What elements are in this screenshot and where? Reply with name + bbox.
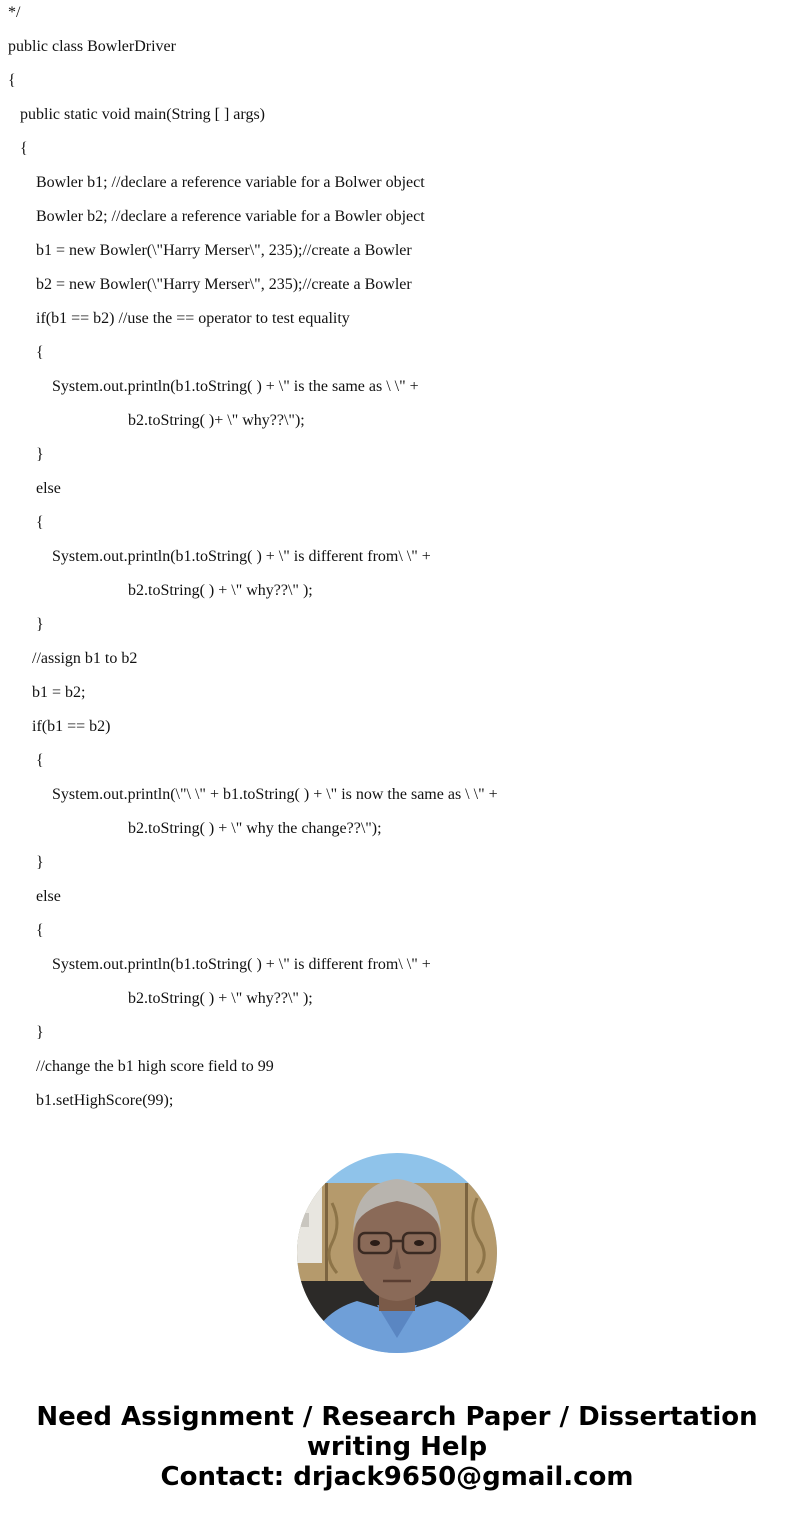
code-line: b1.setHighScore(99); bbox=[36, 1092, 174, 1109]
person-photo-icon bbox=[297, 1153, 497, 1353]
code-line: if(b1 == b2) //use the == operator to test equality bbox=[36, 310, 350, 327]
code-line: else bbox=[36, 888, 61, 905]
code-line: b2.toString( )+ \" why??\"); bbox=[128, 412, 305, 429]
banner-subheadline: writing Help bbox=[306, 1432, 488, 1462]
code-line: else bbox=[36, 480, 61, 497]
banner-headline: Need Assignment / Research Paper / Dissertation bbox=[36, 1402, 758, 1432]
code-line: */ bbox=[8, 4, 21, 21]
code-line: b1 = new Bowler(\"Harry Merser\", 235);//create a Bowler bbox=[36, 242, 412, 259]
code-line: { bbox=[36, 514, 44, 531]
code-line: } bbox=[36, 854, 44, 871]
code-line: b1 = b2; bbox=[32, 684, 86, 701]
code-line: b2.toString( ) + \" why??\" ); bbox=[128, 582, 313, 599]
code-line: } bbox=[36, 616, 44, 633]
code-line: } bbox=[36, 446, 44, 463]
code-line: { bbox=[20, 140, 28, 157]
code-line: //assign b1 to b2 bbox=[32, 650, 138, 667]
code-line: } bbox=[36, 1024, 44, 1041]
code-line: System.out.println(b1.toString( ) + \" is the same as \ \" + bbox=[52, 378, 419, 395]
code-line: System.out.println(b1.toString( ) + \" is different from\ \" + bbox=[52, 956, 431, 973]
code-line: { bbox=[36, 752, 44, 769]
avatar bbox=[297, 1153, 497, 1353]
code-line: { bbox=[8, 72, 16, 89]
banner-contact-email: Contact: drjack9650@gmail.com bbox=[160, 1462, 634, 1492]
code-line: public static void main(String [ ] args) bbox=[20, 106, 265, 123]
code-line: b2 = new Bowler(\"Harry Merser\", 235);//create a Bowler bbox=[36, 276, 412, 293]
contact-banner bbox=[0, 1402, 794, 1492]
code-line: { bbox=[36, 922, 44, 939]
code-line: System.out.println(\"\ \" + b1.toString( ) + \" is now the same as \ \" + bbox=[52, 786, 498, 803]
code-line: if(b1 == b2) bbox=[32, 718, 111, 735]
code-line: System.out.println(b1.toString( ) + \" is different from\ \" + bbox=[52, 548, 431, 565]
code-line: { bbox=[36, 344, 44, 361]
code-line: Bowler b1; //declare a reference variable for a Bolwer object bbox=[36, 174, 425, 191]
code-line: public class BowlerDriver bbox=[8, 38, 176, 55]
code-line: //change the b1 high score field to 99 bbox=[36, 1058, 274, 1075]
code-line: b2.toString( ) + \" why the change??\"); bbox=[128, 820, 382, 837]
code-line: Bowler b2; //declare a reference variable for a Bowler object bbox=[36, 208, 425, 225]
code-line: b2.toString( ) + \" why??\" ); bbox=[128, 990, 313, 1007]
